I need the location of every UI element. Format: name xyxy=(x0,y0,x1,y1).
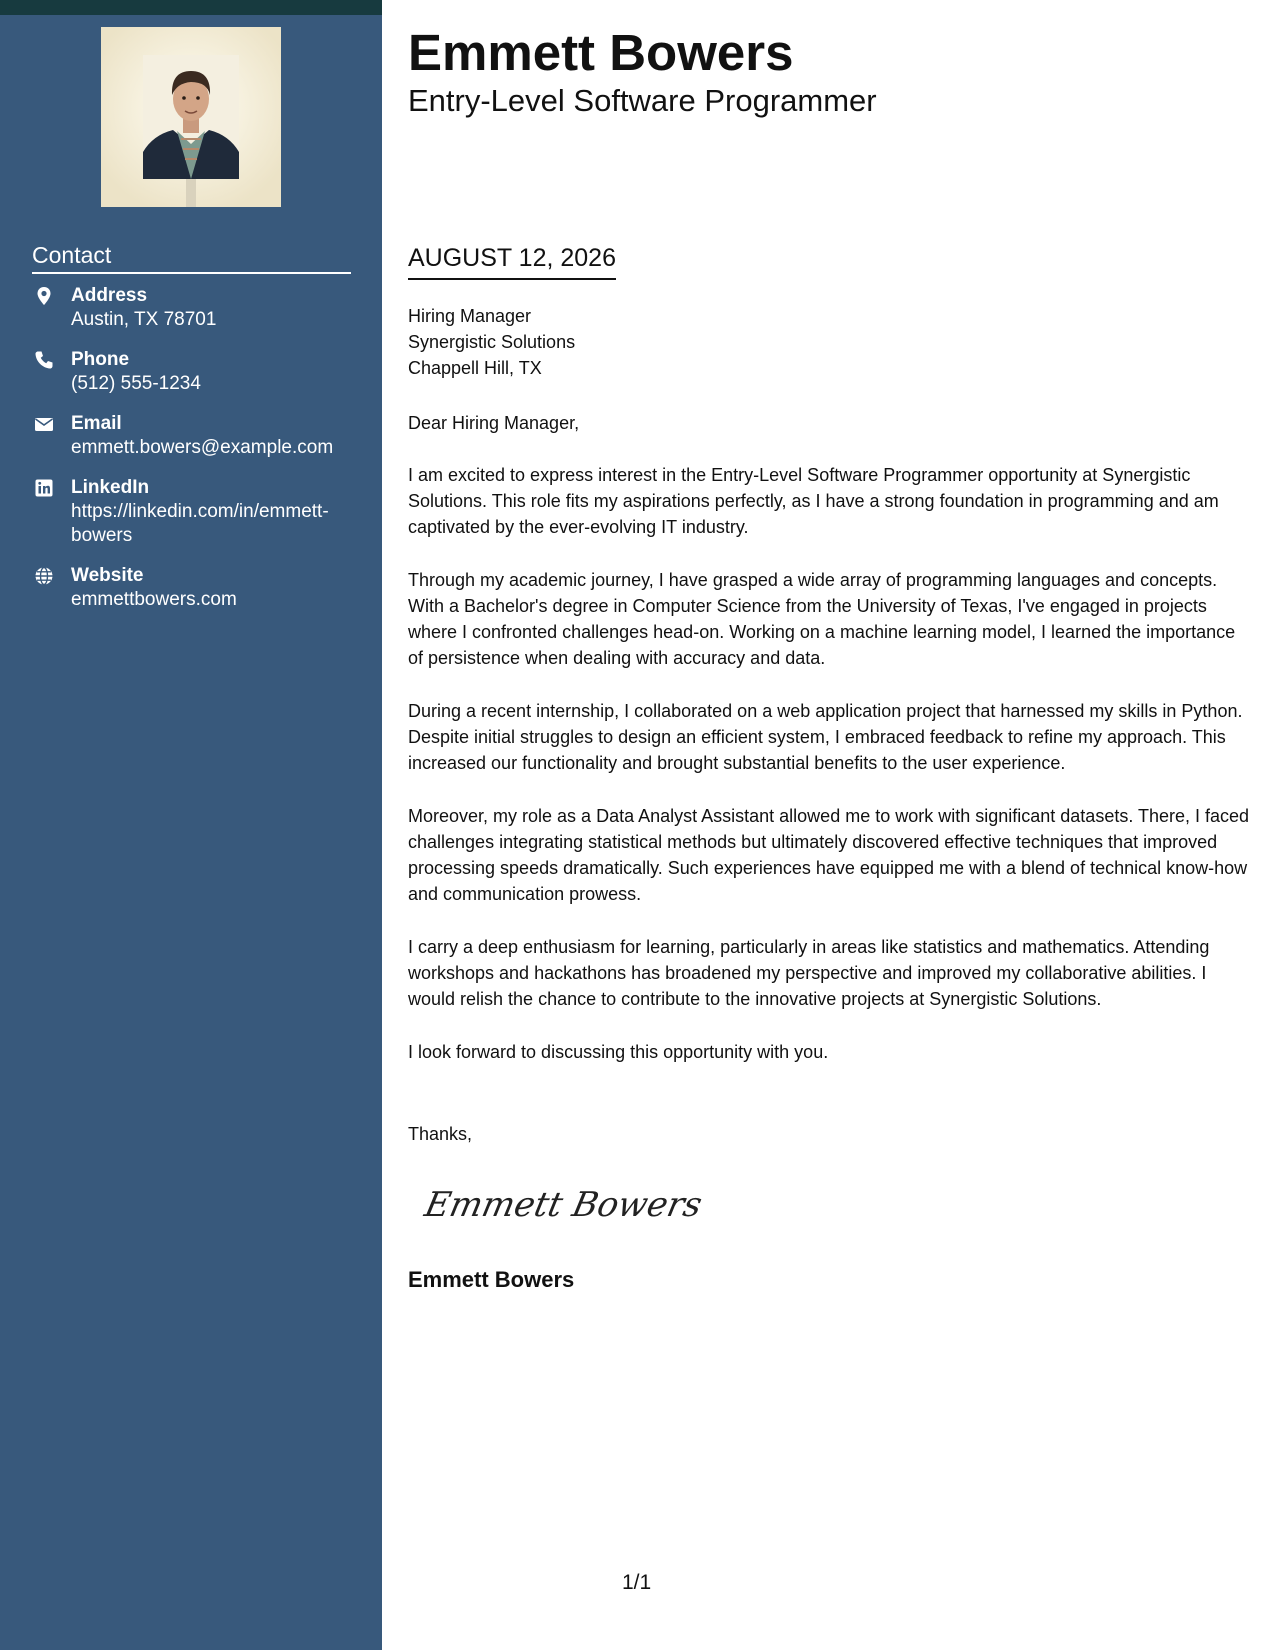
contact-value-phone: (512) 555-1234 xyxy=(71,373,201,394)
recipient-line: Hiring Manager xyxy=(408,306,532,326)
sidebar xyxy=(0,0,382,1650)
contact-item-linkedin xyxy=(32,476,352,548)
job-title: Entry-Level Software Programmer xyxy=(408,83,877,118)
page-number: 1/1 xyxy=(622,1571,652,1594)
salutation: Dear Hiring Manager, xyxy=(408,413,580,433)
contact-label-linkedin: LinkedIn xyxy=(71,477,150,498)
recipient-block xyxy=(408,303,1250,381)
signed-name: Emmett Bowers xyxy=(408,1267,575,1292)
globe-icon xyxy=(34,566,54,586)
phone-icon xyxy=(34,350,54,370)
sidebar-top-bar xyxy=(0,0,382,15)
signature-text: Emmett Bowers xyxy=(421,1185,706,1225)
location-pin-icon xyxy=(34,286,54,306)
letter-body xyxy=(408,462,1250,1092)
applicant-name: Emmett Bowers xyxy=(408,24,794,81)
recipient-line: Chappell Hill, TX xyxy=(408,358,542,378)
contact-item-address xyxy=(32,284,352,332)
envelope-icon xyxy=(34,414,54,434)
body-paragraph: Through my academic journey, I have grasped a wide array of programming languages and concepts. With a Bachelor's degree in Computer Science from the University of Texas, I've engaged in projects where I confronted challenges head-on. Working on a machine learning model, I learned the importance of persistence when dealing with accuracy and data. xyxy=(408,570,1236,668)
handwritten-signature xyxy=(418,1174,706,1234)
contact-list xyxy=(32,284,352,628)
contact-value-email[interactable]: emmett.bowers@example.com xyxy=(71,437,334,458)
letter-date: AUGUST 12, 2026 xyxy=(408,242,616,280)
body-paragraph: Moreover, my role as a Data Analyst Assistant allowed me to work with significant datasets. There, I faced challenges integrating statistical methods but ultimately discovered effective techniques that improved processing speeds dramatically. Such experiences have equipped me with a blend of technical know-how and communication prowess. xyxy=(408,806,1250,904)
body-paragraph: I am excited to express interest in the Entry-Level Software Programmer opportunity at Synergistic Solutions. This role fits my aspirations perfectly, as I have a strong foundation in programming and am captivated by the ever-evolving IT industry. xyxy=(408,465,1219,537)
contact-value-website[interactable]: emmettbowers.com xyxy=(71,589,237,610)
body-paragraph: During a recent internship, I collaborated on a web application project that harnessed my skills in Python. Despite initial struggles to design an efficient system, I embraced feedback to refine my approach. This increased our functionality and brought substantial benefits to the user experience. xyxy=(408,701,1243,773)
contact-item-email xyxy=(32,412,352,460)
body-paragraph: I carry a deep enthusiasm for learning, particularly in areas like statistics and mathematics. Attending workshops and hackathons has broadened my perspective and improved my collaborative abilities. I would relish the chance to contribute to the innovative projects at Synergistic Solutions. xyxy=(408,937,1210,1009)
contact-item-website xyxy=(32,564,352,612)
contact-item-phone xyxy=(32,348,352,396)
contact-label-website: Website xyxy=(71,565,144,586)
body-paragraph: I look forward to discussing this opportunity with you. xyxy=(408,1042,829,1062)
contact-heading: Contact xyxy=(32,240,351,274)
contact-label-address: Address xyxy=(71,285,148,306)
contact-label-phone: Phone xyxy=(71,349,130,370)
contact-label-email: Email xyxy=(71,413,122,434)
profile-photo xyxy=(101,27,281,207)
profile-photo-image xyxy=(101,27,281,207)
contact-value-address: Austin, TX 78701 xyxy=(71,309,217,330)
contact-value-linkedin[interactable]: https://linkedin.com/in/emmett-bowers xyxy=(71,501,329,546)
linkedin-icon xyxy=(34,478,54,498)
closing: Thanks, xyxy=(408,1124,473,1144)
recipient-line: Synergistic Solutions xyxy=(408,332,576,352)
